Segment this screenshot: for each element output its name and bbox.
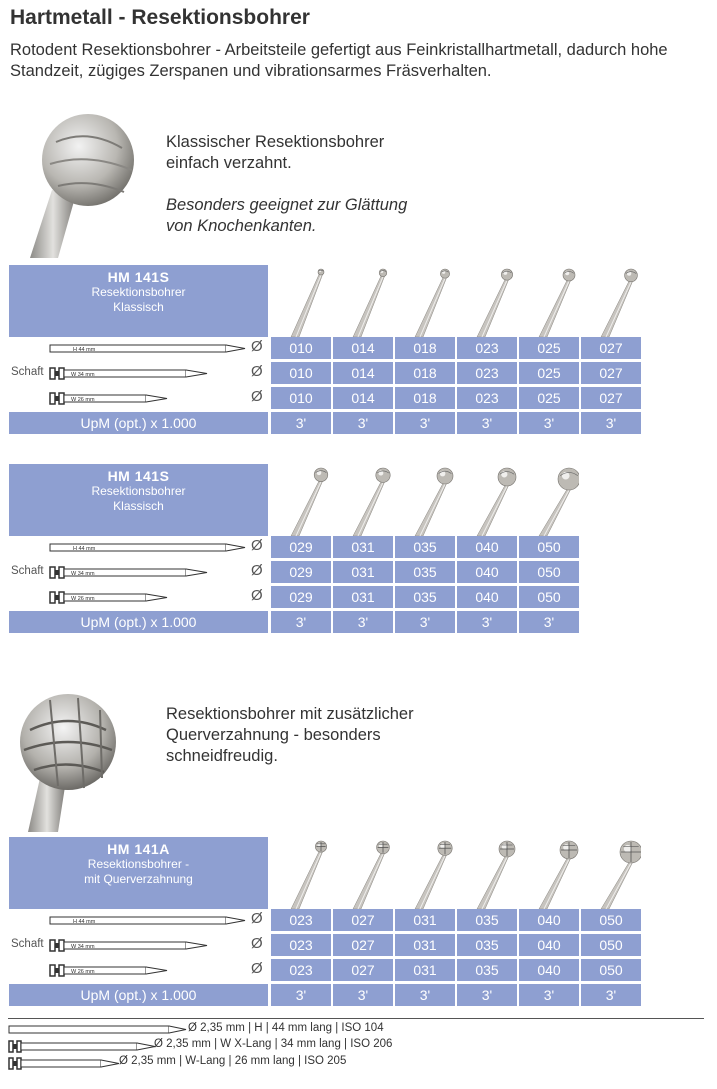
upm-cell: 3'	[519, 984, 579, 1006]
shank-label-h: H 44 mm	[73, 919, 96, 925]
size-cell: 027	[333, 934, 393, 956]
size-cell: 014	[333, 387, 393, 409]
diameter-symbol: Ø	[251, 960, 263, 977]
upm-cell: 3'	[457, 611, 517, 633]
size-cell: 035	[457, 959, 517, 981]
size-cell: 010	[271, 337, 331, 359]
product-subtitle: Klassisch	[113, 300, 164, 314]
shank-h-icon	[49, 539, 247, 557]
diameter-symbol: Ø	[251, 935, 263, 952]
size-cell: 014	[333, 337, 393, 359]
size-cell: 031	[395, 959, 455, 981]
size-cell: 040	[519, 959, 579, 981]
product-code: HM 141S	[107, 269, 170, 285]
product-code: HM 141A	[107, 841, 170, 857]
size-cell: 035	[395, 536, 455, 558]
upm-cell: 3'	[271, 984, 331, 1006]
round-bur-icon	[519, 464, 579, 536]
product-header	[9, 837, 268, 909]
round-bur-icon	[457, 464, 517, 536]
shank-wx-icon	[8, 1040, 158, 1053]
size-cell: 025	[519, 387, 579, 409]
upm-cell: 3'	[271, 412, 331, 434]
product-subtitle: Resektionsbohrer	[91, 484, 186, 498]
size-cell: 040	[519, 909, 579, 931]
size-cell: 031	[395, 909, 455, 931]
round-bur-icon	[271, 464, 331, 536]
upm-cell: 3'	[271, 611, 331, 633]
shank-label-w: W 26 mm	[71, 969, 95, 975]
size-cell: 029	[271, 561, 331, 583]
size-cell: 040	[457, 536, 517, 558]
size-cell: 023	[271, 909, 331, 931]
product-subtitle: Resektionsbohrer	[91, 285, 186, 299]
section1-description	[166, 132, 407, 237]
size-cell: 035	[395, 586, 455, 608]
shank-rows	[9, 337, 268, 412]
shank-h-icon	[8, 1024, 188, 1036]
legend-h: Ø 2,35 mm | H | 44 mm lang | ISO 104	[188, 1022, 384, 1034]
size-cell: 050	[519, 536, 579, 558]
product-subtitle: mit Querverzahnung	[84, 872, 193, 886]
round-bur-icon	[581, 265, 641, 337]
size-cell: 050	[519, 586, 579, 608]
size-cell: 025	[519, 362, 579, 384]
size-cell: 018	[395, 337, 455, 359]
desc-line: Besonders geeignet zur Glättung	[166, 196, 408, 214]
diameter-symbol: Ø	[251, 388, 263, 405]
size-cell: 050	[581, 934, 641, 956]
size-cell: 040	[519, 934, 579, 956]
size-cell: 025	[519, 337, 579, 359]
upm-cell: 3'	[519, 412, 579, 434]
crosscut-round-bur-icon	[395, 837, 455, 909]
shank-w-icon	[49, 390, 169, 408]
product-subtitle: Klassisch	[113, 499, 164, 513]
size-cell: 031	[333, 536, 393, 558]
shank-w-icon	[49, 962, 169, 980]
upm-cell: 3'	[581, 984, 641, 1006]
round-bur-icon	[519, 265, 579, 337]
schaft-label: Schaft	[11, 938, 44, 950]
upm-cell: 3'	[333, 984, 393, 1006]
desc-line: schneidfreudig.	[166, 747, 278, 765]
round-bur-icon	[395, 265, 455, 337]
size-cell: 018	[395, 387, 455, 409]
shank-wx-icon	[49, 365, 209, 383]
product-header	[9, 464, 268, 536]
shank-w-icon	[8, 1057, 123, 1070]
desc-line: Resektionsbohrer mit zusätzlicher	[166, 705, 414, 723]
upm-cell: 3'	[519, 611, 579, 633]
shank-label-w: W 26 mm	[71, 596, 95, 602]
upm-cell: 3'	[581, 412, 641, 434]
size-cell: 050	[581, 959, 641, 981]
size-cell: 050	[519, 561, 579, 583]
upm-label: UpM (opt.) x 1.000	[9, 412, 268, 434]
diameter-symbol: Ø	[251, 910, 263, 927]
size-cell: 035	[457, 934, 517, 956]
round-bur-icon	[333, 265, 393, 337]
crosscut-round-bur-icon	[457, 837, 517, 909]
size-cell: 035	[457, 909, 517, 931]
shank-label-wx: W 34 mm	[71, 372, 95, 378]
diameter-symbol: Ø	[251, 338, 263, 355]
size-cell: 031	[333, 586, 393, 608]
section2-description	[166, 704, 414, 767]
size-cell: 023	[271, 959, 331, 981]
schaft-label: Schaft	[11, 366, 44, 378]
round-bur-icon	[271, 265, 331, 337]
size-cell: 023	[457, 337, 517, 359]
shank-label-h: H 44 mm	[73, 347, 96, 353]
size-cell: 023	[457, 362, 517, 384]
intro-text: Rotodent Resektionsbohrer - Arbeitsteile gefertigt aus Feinkristallhartmetall, dadurch hohe Standzeit, zügiges Zerspanen und vibrationsarmes Fräsverhalten.	[10, 41, 668, 80]
size-cell: 023	[457, 387, 517, 409]
diameter-symbol: Ø	[251, 363, 263, 380]
size-cell: 050	[581, 909, 641, 931]
shank-w-icon	[49, 589, 169, 607]
crosscut-round-bur-icon	[333, 837, 393, 909]
shank-wx-icon	[49, 564, 209, 582]
shank-label-wx: W 34 mm	[71, 944, 95, 950]
product-subtitle: Resektionsbohrer -	[87, 857, 190, 871]
upm-label: UpM (opt.) x 1.000	[9, 611, 268, 633]
shank-label-w: W 26 mm	[71, 397, 95, 403]
product-code: HM 141S	[107, 468, 170, 484]
page-title: Hartmetall - Resektionsbohrer	[10, 6, 310, 29]
size-cell: 027	[581, 387, 641, 409]
size-cell: 040	[457, 586, 517, 608]
desc-line: Querverzahnung - besonders	[166, 726, 381, 744]
round-bur-icon	[395, 464, 455, 536]
product-header	[9, 265, 268, 337]
upm-cell: 3'	[457, 412, 517, 434]
size-cell: 027	[581, 337, 641, 359]
upm-cell: 3'	[333, 412, 393, 434]
crosscut-round-bur-icon	[0, 690, 160, 832]
size-cell: 018	[395, 362, 455, 384]
round-bur-icon	[0, 112, 150, 258]
shank-wx-icon	[49, 937, 209, 955]
size-cell: 010	[271, 387, 331, 409]
round-bur-icon	[457, 265, 517, 337]
shank-rows	[9, 536, 268, 611]
size-cell: 027	[333, 909, 393, 931]
size-cell: 027	[333, 959, 393, 981]
shank-rows	[9, 909, 268, 984]
shank-label-h: H 44 mm	[73, 546, 96, 552]
upm-cell: 3'	[395, 984, 455, 1006]
upm-cell: 3'	[457, 984, 517, 1006]
legend-divider	[8, 1018, 704, 1019]
shank-label-wx: W 34 mm	[71, 571, 95, 577]
legend-wx: Ø 2,35 mm | W X-Lang | 34 mm lang | ISO 206	[154, 1038, 393, 1050]
crosscut-round-bur-icon	[519, 837, 579, 909]
size-cell: 031	[333, 561, 393, 583]
shank-h-icon	[49, 912, 247, 930]
legend-w: Ø 2,35 mm | W-Lang | 26 mm lang | ISO 205	[119, 1055, 347, 1067]
size-cell: 027	[581, 362, 641, 384]
size-cell: 029	[271, 586, 331, 608]
size-cell: 040	[457, 561, 517, 583]
diameter-symbol: Ø	[251, 537, 263, 554]
size-cell: 023	[271, 934, 331, 956]
desc-line: Klassischer Resektionsbohrer	[166, 133, 385, 151]
upm-cell: 3'	[395, 611, 455, 633]
crosscut-round-bur-icon	[271, 837, 331, 909]
diameter-symbol: Ø	[251, 562, 263, 579]
desc-line: einfach verzahnt.	[166, 154, 292, 172]
schaft-label: Schaft	[11, 565, 44, 577]
round-bur-icon	[333, 464, 393, 536]
size-cell: 031	[395, 934, 455, 956]
desc-line: von Knochenkanten.	[166, 217, 317, 235]
size-cell: 010	[271, 362, 331, 384]
size-cell: 035	[395, 561, 455, 583]
upm-cell: 3'	[333, 611, 393, 633]
upm-label: UpM (opt.) x 1.000	[9, 984, 268, 1006]
crosscut-round-bur-icon	[581, 837, 641, 909]
shank-h-icon	[49, 340, 247, 358]
upm-cell: 3'	[395, 412, 455, 434]
size-cell: 014	[333, 362, 393, 384]
diameter-symbol: Ø	[251, 587, 263, 604]
size-cell: 029	[271, 536, 331, 558]
